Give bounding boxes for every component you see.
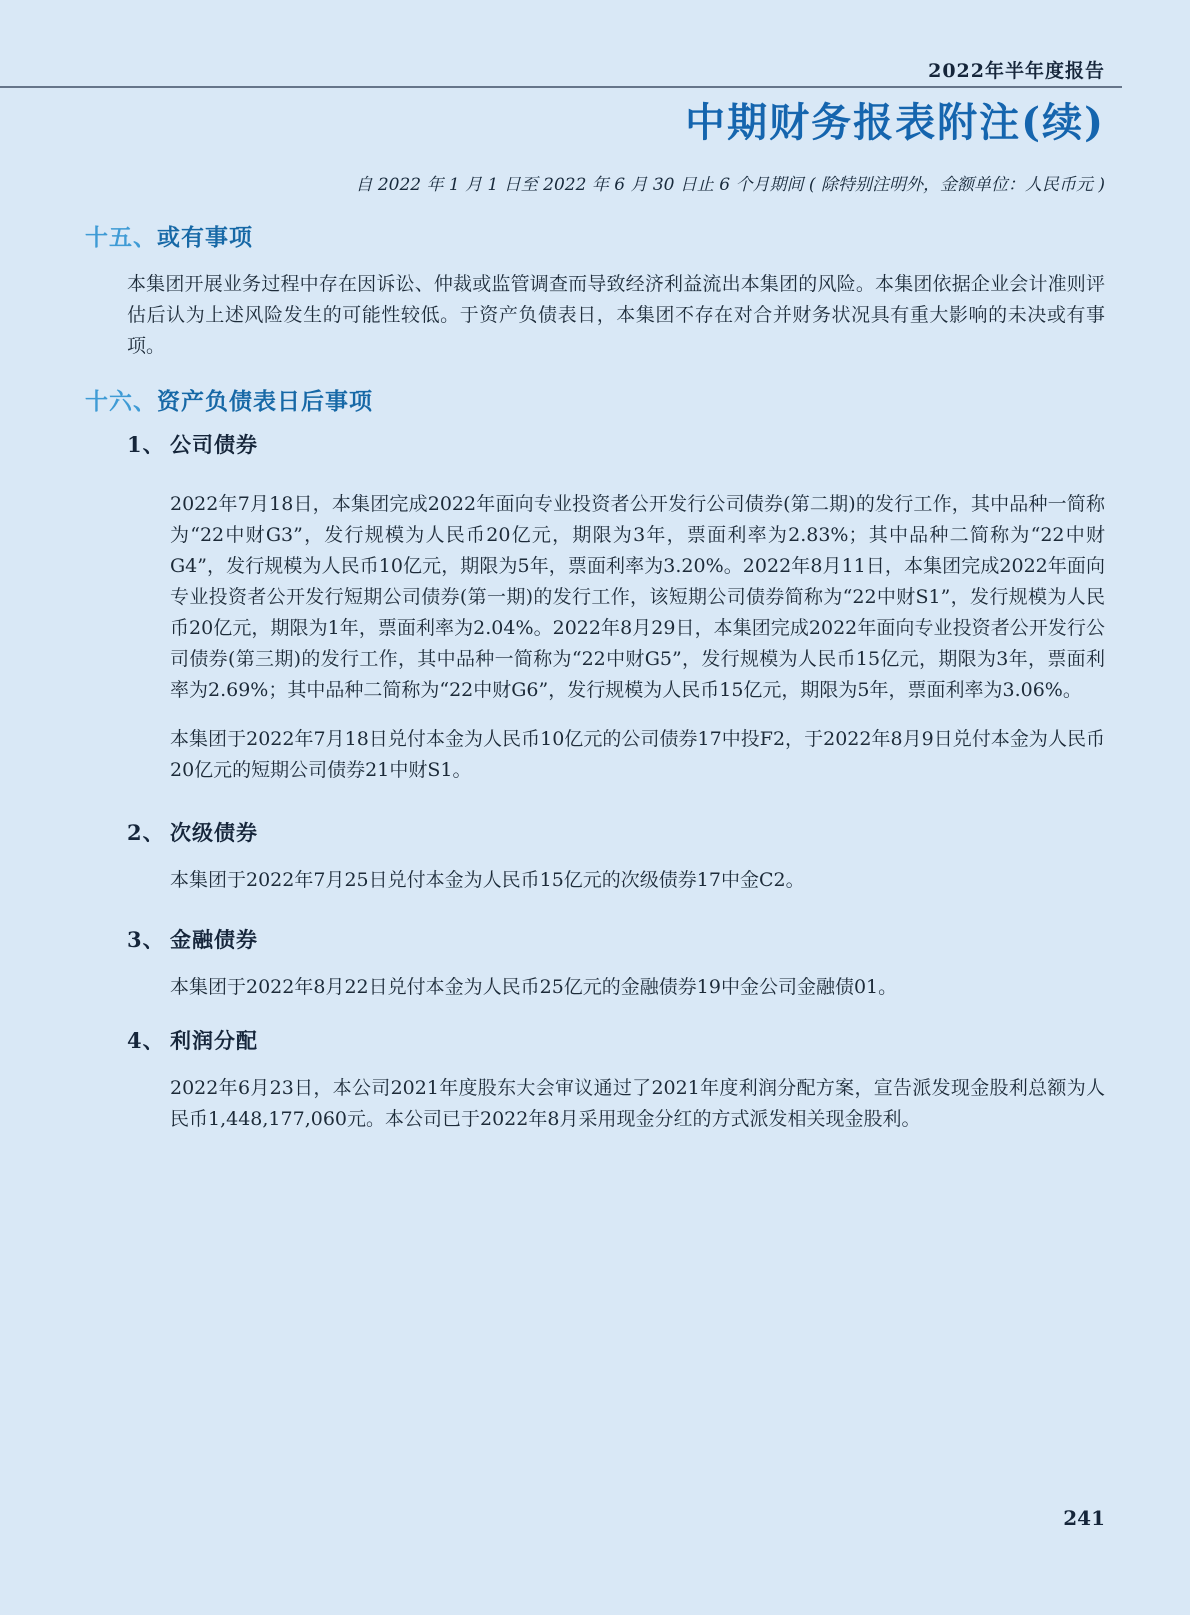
page-title: 中期财务报表附注(续)	[685, 99, 1105, 146]
page-subtitle: 自 2022 年 1 月 1 日至 2022 年 6 月 30 日止 6 个月期间 ( 除特别注明外，金额单位：人民币元 )	[355, 175, 1105, 195]
item-heading-subordinated-bonds	[127, 819, 1105, 847]
item-title: 利润分配	[170, 1028, 258, 1053]
paragraph: 2022年6月23日，本公司2021年度股东大会审议通过了2021年度利润分配方案，宣告派发现金股利总额为人民币1,448,177,060元。本公司已于2022年8月采用现金分红的方式派发相关现金股利。	[170, 1077, 1105, 1130]
section-title: 或有事项	[157, 224, 253, 251]
page-number: 241	[1063, 1506, 1105, 1530]
paragraph: 本集团于2022年7月25日兑付本金为人民币15亿元的次级债券17中金C2。	[170, 869, 805, 891]
section-number: 十五、	[85, 224, 157, 251]
item-heading-corporate-bonds	[127, 431, 1105, 459]
item-number: 3、	[127, 927, 165, 952]
paragraph: 2022年7月18日，本集团完成2022年面向专业投资者公开发行公司债券(第二期)的发行工作，其中品种一简称为“22中财G3”，发行规模为人民币20亿元，期限为3年，票面利率为2.83%；其中品种二简称为“22中财G4”，发行规模为人民币10亿元，期限为5年，票面利率为3.20%。2022年8月11日，本集团完成2022年面向专业投资者公开发行短期公司债券(第一期)的发行工作，该短期公司债券简称为“22中财S1”，发行规模为人民币20亿元，期限为1年，票面利率为2.04%。2022年8月29日，本集团完成2022年面向专业投资者公开发行公司债券(第三期)的发行工作，其中品种一简称为“22中财G5”，发行规模为人民币15亿元，期限为3年，票面利率为2.69%；其中品种二简称为“22中财G6”，发行规模为人民币15亿元，期限为5年，票面利率为3.06%。	[170, 493, 1105, 701]
item-heading-financial-bonds	[127, 926, 1105, 954]
section-title: 资产负债表日后事项	[157, 388, 373, 415]
item-number: 2、	[127, 820, 165, 845]
paragraph: 本集团于2022年8月22日兑付本金为人民币25亿元的金融债券19中金公司金融债01。	[170, 976, 898, 998]
item-title: 次级债券	[170, 820, 258, 845]
item-heading-profit-distribution	[127, 1027, 1105, 1055]
section-number: 十六、	[85, 388, 157, 415]
header-rule	[0, 86, 1122, 88]
paragraph: 本集团开展业务过程中存在因诉讼、仲裁或监管调查而导致经济利益流出本集团的风险。本集团依据企业会计准则评估后认为上述风险发生的可能性较低。于资产负债表日，本集团不存在对合并财务状况具有重大影响的未决或有事项。	[127, 273, 1105, 357]
item-title: 金融债券	[170, 927, 258, 952]
paragraph: 本集团于2022年7月18日兑付本金为人民币10亿元的公司债券17中投F2，于2022年8月9日兑付本金为人民币20亿元的短期公司债券21中财S1。	[170, 728, 1105, 781]
item-number: 4、	[127, 1028, 165, 1053]
report-header-label: 2022年半年度报告	[928, 60, 1105, 82]
item-number: 1、	[127, 432, 165, 457]
section-heading-contingencies	[85, 223, 1105, 253]
item-title: 公司债券	[170, 432, 258, 457]
section-heading-post-balance-events	[85, 387, 1105, 417]
